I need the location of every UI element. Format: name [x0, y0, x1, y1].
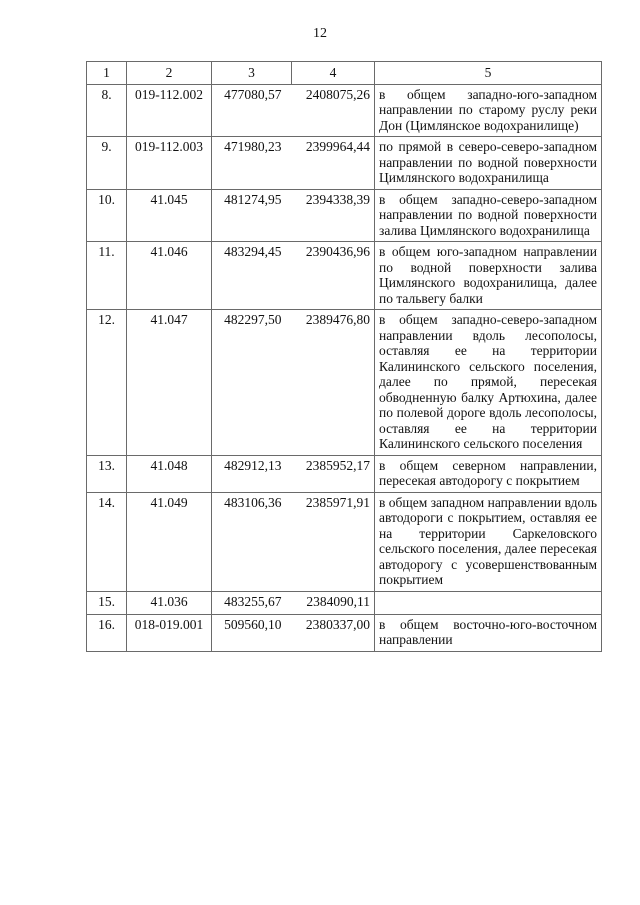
header-cell: 3 — [212, 62, 292, 85]
point-id: 019-112.003 — [127, 137, 212, 190]
coord-x: 482297,50 — [212, 310, 292, 456]
coord-y: 2385971,91 — [292, 492, 375, 591]
row-number: 12. — [87, 310, 127, 456]
page-number: 12 — [313, 26, 327, 41]
row-number: 8. — [87, 84, 127, 137]
boundary-description: по прямой в северо-северо-западном направлении по водной поверхности Цимлянского водохранилища — [375, 137, 602, 190]
boundary-description: в общем западном направлении вдоль автодороги с покрытием, оставляя ее на территории Саркеловского сельского поселения, далее пересекая автодорогу с усовершенствованным покрытием — [375, 492, 602, 591]
row-number: 9. — [87, 137, 127, 190]
coord-y: 2384090,11 — [292, 591, 375, 614]
table-row — [87, 591, 602, 614]
boundary-description: в общем северном направлении, пересекая автодорогу с покрытием — [375, 455, 602, 492]
point-id: 41.036 — [127, 591, 212, 614]
coord-y: 2389476,80 — [292, 310, 375, 456]
row-number: 14. — [87, 492, 127, 591]
boundary-points-table — [86, 61, 602, 652]
header-cell: 5 — [375, 62, 602, 85]
boundary-description: в общем юго-западном направлении по водной поверхности залива Цимлянского водохранилища, далее по тальвегу балки — [375, 242, 602, 310]
row-number: 11. — [87, 242, 127, 310]
table-row — [87, 242, 602, 310]
header-cell: 1 — [87, 62, 127, 85]
point-id: 41.049 — [127, 492, 212, 591]
coord-x: 483255,67 — [212, 591, 292, 614]
table-row — [87, 137, 602, 190]
coord-y: 2394338,39 — [292, 189, 375, 242]
point-id: 41.048 — [127, 455, 212, 492]
boundary-description — [375, 591, 602, 614]
table-header-row — [87, 62, 602, 85]
header-cell: 2 — [127, 62, 212, 85]
header-cell: 4 — [292, 62, 375, 85]
point-id: 019-112.002 — [127, 84, 212, 137]
row-number: 15. — [87, 591, 127, 614]
table-row — [87, 614, 602, 651]
table-row — [87, 189, 602, 242]
coord-y: 2390436,96 — [292, 242, 375, 310]
coord-x: 482912,13 — [212, 455, 292, 492]
coord-y: 2385952,17 — [292, 455, 375, 492]
coord-x: 483106,36 — [212, 492, 292, 591]
boundary-description: в общем западно-северо-западном направлении вдоль лесополосы, оставляя ее на территории Калининского сельского поселения, далее по прямой, пересекая обводненную балку Артюхина, далее по полевой дороге вдоль лесополосы, оставляя ее на территории Калининского сельского поселения — [375, 310, 602, 456]
coord-x: 481274,95 — [212, 189, 292, 242]
coord-x: 477080,57 — [212, 84, 292, 137]
coord-y: 2399964,44 — [292, 137, 375, 190]
point-id: 41.047 — [127, 310, 212, 456]
table-row — [87, 455, 602, 492]
row-number: 13. — [87, 455, 127, 492]
row-number: 10. — [87, 189, 127, 242]
table-row — [87, 84, 602, 137]
table-row — [87, 310, 602, 456]
boundary-description: в общем восточно-юго-восточном направлении — [375, 614, 602, 651]
point-id: 41.046 — [127, 242, 212, 310]
row-number: 16. — [87, 614, 127, 651]
point-id: 018-019.001 — [127, 614, 212, 651]
boundary-description: в общем западно-юго-западном направлении по старому руслу реки Дон (Цимлянское водохранилище) — [375, 84, 602, 137]
point-id: 41.045 — [127, 189, 212, 242]
coord-y: 2380337,00 — [292, 614, 375, 651]
coord-x: 471980,23 — [212, 137, 292, 190]
table-row — [87, 492, 602, 591]
coord-x: 509560,10 — [212, 614, 292, 651]
boundary-description: в общем западно-северо-западном направлении по водной поверхности залива Цимлянского водохранилища — [375, 189, 602, 242]
coord-y: 2408075,26 — [292, 84, 375, 137]
coord-x: 483294,45 — [212, 242, 292, 310]
